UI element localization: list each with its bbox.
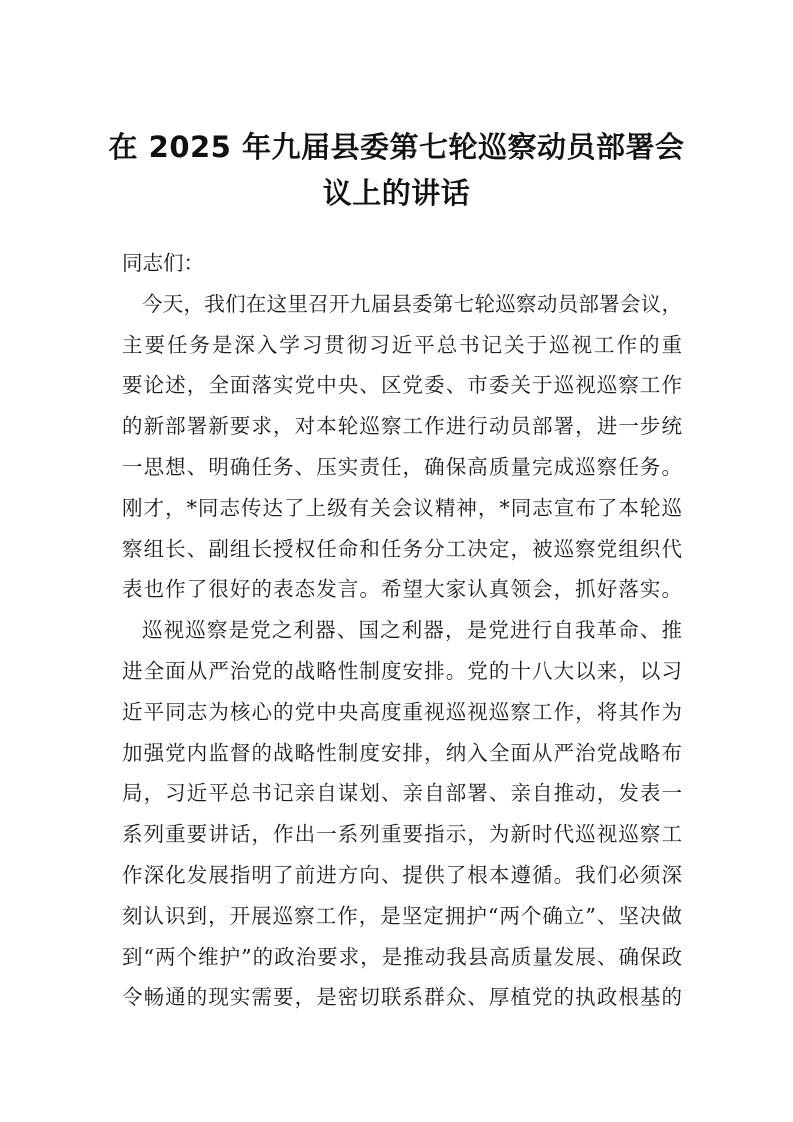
- body-line: 局，习近平总书记亲自谋划、亲自部署、亲自推动，发表一: [122, 781, 682, 806]
- body-line: 加强党内监督的战略性制度安排，纳入全面从严治党战略布: [122, 740, 682, 765]
- body-line: 刚才，*同志传达了上级有关会议精神，*同志宣布了本轮巡: [122, 495, 682, 520]
- body-line: 一思想、明确任务、压实责任，确保高质量完成巡察任务。: [122, 454, 682, 479]
- body-line: 刻认识到，开展巡察工作，是坚定拥护“两个确立”、坚决做: [122, 903, 682, 928]
- document-title: [100, 124, 693, 216]
- title-line-1: 在 2025 年九届县委第七轮巡察动员部署会: [108, 130, 685, 164]
- body-line: 今天，我们在这里召开九届县委第七轮巡察动员部署会议，: [142, 291, 682, 316]
- body-line: 进全面从严治党的战略性制度安排。党的十八大以来，以习: [122, 658, 682, 683]
- salutation: 同志们：: [122, 251, 204, 275]
- body-line: 的新部署新要求，对本轮巡察工作进行动员部署，进一步统: [122, 414, 682, 439]
- body-line: 近平同志为核心的党中央高度重视巡视巡察工作，将其作为: [122, 699, 682, 724]
- title-line-2: 议上的讲话: [322, 176, 471, 210]
- body-line: 令畅通的现实需要，是密切联系群众、厚植党的执政根基的: [122, 985, 682, 1010]
- body-line: 作深化发展指明了前进方向、提供了根本遵循。我们必须深: [122, 862, 682, 887]
- body-line: 要论述，全面落实党中央、区党委、市委关于巡视巡察工作: [122, 373, 682, 398]
- body-line: 系列重要讲话，作出一系列重要指示，为新时代巡视巡察工: [122, 822, 682, 847]
- body-line: 巡视巡察是党之利器、国之利器，是党进行自我革命、推: [142, 618, 682, 643]
- body-line: 表也作了很好的表态发言。希望大家认真领会，抓好落实。: [122, 577, 682, 602]
- document-body: [122, 243, 682, 1018]
- body-line: 到“两个维护”的政治要求，是推动我县高质量发展、确保政: [122, 944, 682, 969]
- body-line: 主要任务是深入学习贯彻习近平总书记关于巡视工作的重: [122, 332, 682, 357]
- body-line: 察组长、副组长授权任命和任务分工决定，被巡察党组织代: [122, 536, 682, 561]
